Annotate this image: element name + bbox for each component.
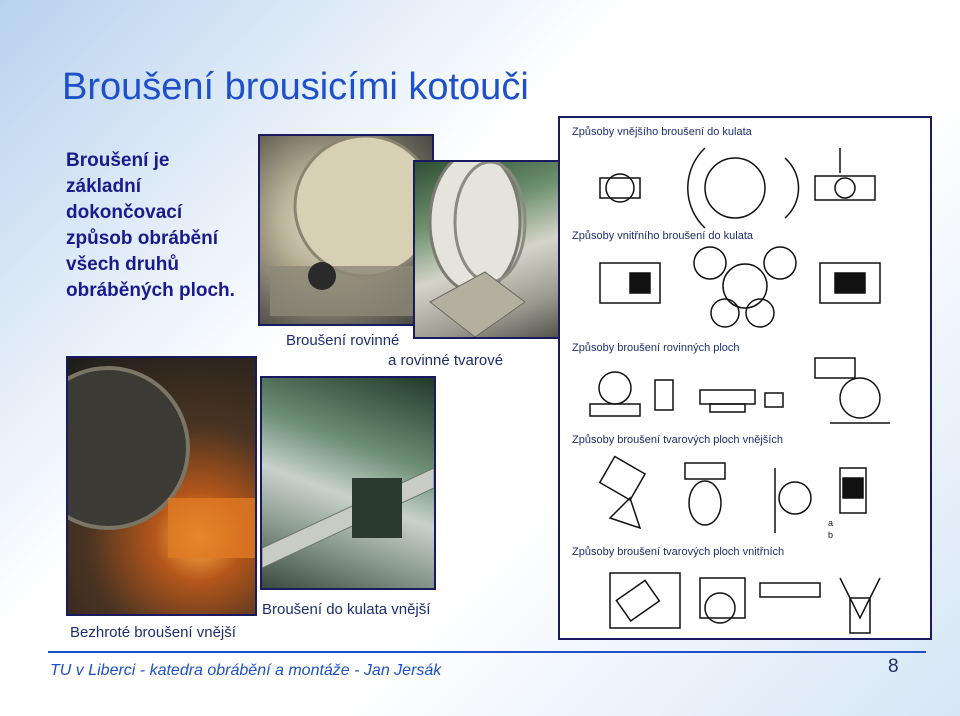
photo-surface-grinding [258, 134, 434, 326]
grinding-wheel-illustration [260, 136, 432, 324]
centerless-illustration [68, 358, 255, 614]
caption-cylindrical-grinding: Broušení do kulata vnější [262, 601, 431, 618]
footer-text: TU v Liberci - katedra obrábění a montáže - Jan Jersák [50, 662, 442, 679]
label-b: b [828, 530, 834, 540]
label-a: a [828, 518, 834, 528]
grinding-methods-diagram [558, 116, 932, 640]
photo-profile-grinding [413, 160, 567, 339]
section-title-internal-profile: Způsoby broušení tvarových ploch vnitřních [572, 546, 785, 558]
section-title-internal-round: Způsoby vnitřního broušení do kulata [572, 230, 754, 242]
bullet-text: Broušení je základní dokončovací způsob obrábění všech druhů obráběných ploch. [66, 150, 235, 301]
caption-profile-grinding: a rovinné tvarové [388, 352, 504, 369]
caption-centerless-grinding: Bezhroté broušení vnější [70, 624, 236, 641]
footer-divider [48, 651, 926, 653]
section-title-flat: Způsoby broušení rovinných ploch [572, 342, 740, 354]
technical-sketches [560, 118, 930, 638]
caption-surface-grinding: Broušení rovinné [286, 332, 400, 349]
photo-centerless-grinding [66, 356, 257, 616]
profile-wheel-illustration [415, 162, 565, 337]
section-title-external-profile: Způsoby broušení tvarových ploch vnějších [572, 434, 783, 446]
section-title-external-round: Způsoby vnějšího broušení do kulata [572, 126, 752, 138]
slide-title: Broušení brousicími kotouči [62, 66, 529, 108]
cylindrical-illustration [262, 378, 434, 588]
page-number: 8 [888, 656, 899, 677]
photo-cylindrical-grinding [260, 376, 436, 590]
